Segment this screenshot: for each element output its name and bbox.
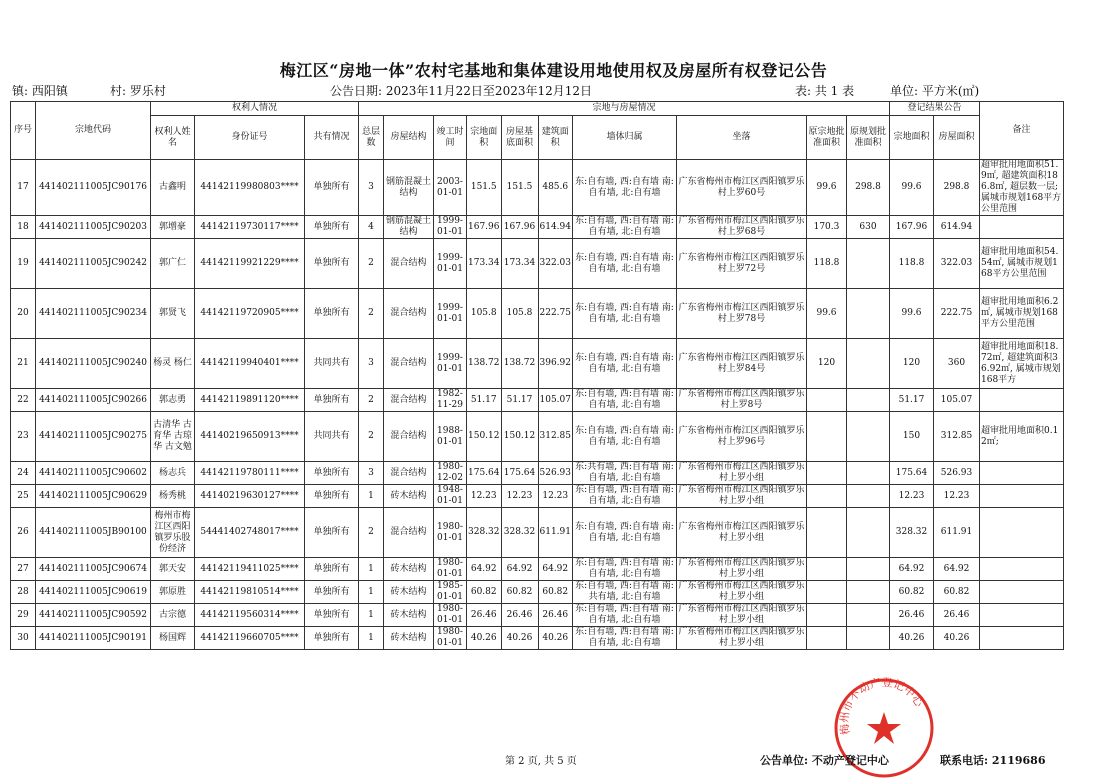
row-build-area: 12.23 — [538, 485, 573, 508]
row-land-area: 151.5 — [467, 160, 502, 216]
row-land-area: 12.23 — [467, 485, 502, 508]
row-orig-plan: 630 — [847, 216, 890, 239]
row-location: 广东省梅州市梅江区西阳镇罗乐村上罗小组 — [678, 485, 805, 506]
row-base-area: 138.72 — [501, 339, 538, 389]
row-code: 441402111005JC90203 — [36, 216, 151, 239]
table-row — [11, 216, 1064, 239]
row-reg-land: 40.26 — [890, 627, 934, 650]
row-note — [980, 216, 1064, 239]
row-reg-land: 167.96 — [890, 216, 934, 239]
row-land-area: 64.92 — [467, 558, 502, 581]
row-year: 1985-01-01 — [434, 581, 467, 604]
row-orig-plan: 298.8 — [847, 160, 890, 216]
row-orig-approved — [807, 627, 847, 650]
row-build-area: 396.92 — [538, 339, 573, 389]
row-note: 超审批用地面积6.2㎡, 属城市规划168平方公里范围 — [980, 289, 1064, 339]
row-reg-land: 60.82 — [890, 581, 934, 604]
notice-date: 公告日期: 2023年11月22日至2023年12月12日 — [330, 84, 593, 98]
table-row — [11, 462, 1064, 485]
header-reg-house: 房屋面积 — [934, 116, 980, 160]
table-row — [11, 508, 1064, 558]
row-id: 44142119780111**** — [195, 462, 305, 485]
row-floors: 1 — [359, 627, 384, 650]
row-seq: 21 — [11, 339, 36, 389]
row-id: 44140219630127**** — [195, 485, 305, 508]
row-structure: 砖木结构 — [384, 581, 434, 604]
row-name: 郭广仁 — [151, 239, 195, 289]
row-build-area: 485.6 — [538, 160, 573, 216]
row-year: 1999-01-01 — [434, 339, 467, 389]
row-land-area: 60.82 — [467, 581, 502, 604]
row-land-area: 26.46 — [467, 604, 502, 627]
row-orig-plan — [847, 412, 890, 462]
table-row — [11, 160, 1064, 216]
row-code: 441402111005JC90234 — [36, 289, 151, 339]
row-orig-approved — [807, 558, 847, 581]
row-orig-approved — [807, 462, 847, 485]
row-year: 2003-01-01 — [434, 160, 467, 216]
row-orig-plan — [847, 462, 890, 485]
row-land-area: 40.26 — [467, 627, 502, 650]
row-wall: 东:自有墙, 西:自有墙 南:自有墙, 北:自有墙 — [573, 389, 677, 412]
row-note — [980, 508, 1064, 558]
row-code: 441402111005JB90100 — [36, 508, 151, 558]
seal-text: 梅州市不动产登记中心 — [837, 676, 926, 736]
row-base-area: 150.12 — [501, 412, 538, 462]
row-floors: 2 — [359, 389, 384, 412]
row-name: 梅州市梅江区西阳镇罗乐股份经济 — [151, 508, 195, 558]
row-share: 共同共有 — [305, 412, 359, 462]
page-title: 梅江区“房地一体”农村宅基地和集体建设用地使用权及房屋所有权登记公告 — [279, 61, 828, 80]
row-reg-land: 118.8 — [890, 239, 934, 289]
registration-table — [10, 101, 1064, 650]
header-land-group: 宗地与房屋情况 — [359, 102, 890, 116]
row-seq: 17 — [11, 160, 36, 216]
table-row — [11, 604, 1064, 627]
row-share: 单独所有 — [305, 558, 359, 581]
row-land-area: 138.72 — [467, 339, 502, 389]
row-orig-approved — [807, 485, 847, 508]
row-wall: 东:自有墙, 西:自有墙 南:自有墙, 北:自有墙 — [573, 508, 677, 558]
row-name: 郭志勇 — [151, 389, 195, 412]
header-id: 身份证号 — [195, 116, 305, 160]
row-reg-land: 26.46 — [890, 604, 934, 627]
row-share: 单独所有 — [305, 485, 359, 508]
row-location: 广东省梅州市梅江区西阳镇罗乐村上罗68号 — [678, 216, 805, 237]
row-land-area: 150.12 — [467, 412, 502, 462]
row-share: 单独所有 — [305, 604, 359, 627]
row-reg-house: 60.82 — [934, 581, 980, 604]
row-reg-house: 298.8 — [934, 160, 980, 216]
row-base-area: 12.23 — [501, 485, 538, 508]
page-indicator: 第 2 页, 共 5 页 — [505, 756, 577, 767]
row-share: 单独所有 — [305, 389, 359, 412]
row-reg-house: 105.07 — [934, 389, 980, 412]
row-orig-approved: 120 — [807, 339, 847, 389]
row-share: 单独所有 — [305, 289, 359, 339]
row-seq: 19 — [11, 239, 36, 289]
row-floors: 1 — [359, 581, 384, 604]
row-seq: 20 — [11, 289, 36, 339]
row-structure: 混合结构 — [384, 389, 434, 412]
row-seq: 25 — [11, 485, 36, 508]
row-reg-house: 611.91 — [934, 508, 980, 558]
row-reg-land: 64.92 — [890, 558, 934, 581]
row-structure: 砖木结构 — [384, 627, 434, 650]
header-orig-plan: 原规划批准面积 — [847, 116, 890, 160]
row-year: 1988-01-01 — [434, 412, 467, 462]
row-seq: 28 — [11, 581, 36, 604]
row-share: 单独所有 — [305, 462, 359, 485]
header-note: 备注 — [980, 102, 1064, 160]
row-structure: 混合结构 — [384, 239, 434, 289]
unit-label: 单位: 平方米(㎡) — [890, 84, 980, 98]
header-orig-approved: 原宗地批准面积 — [807, 116, 847, 160]
row-share: 单独所有 — [305, 508, 359, 558]
row-reg-land: 175.64 — [890, 462, 934, 485]
row-land-area: 173.34 — [467, 239, 502, 289]
row-id: 44142119940401**** — [195, 339, 305, 389]
row-orig-plan — [847, 581, 890, 604]
row-reg-land: 12.23 — [890, 485, 934, 508]
row-location: 广东省梅州市梅江区西阳镇罗乐村上罗小组 — [678, 581, 805, 602]
row-orig-plan — [847, 604, 890, 627]
row-build-area: 40.26 — [538, 627, 573, 650]
row-build-area: 312.85 — [538, 412, 573, 462]
row-orig-approved — [807, 604, 847, 627]
row-year: 1980-01-01 — [434, 604, 467, 627]
row-location: 广东省梅州市梅江区西阳镇罗乐村上罗8号 — [678, 389, 805, 410]
row-code: 441402111005JC90275 — [36, 412, 151, 462]
row-share: 单独所有 — [305, 216, 359, 239]
row-reg-land: 99.6 — [890, 160, 934, 216]
row-share: 单独所有 — [305, 627, 359, 650]
row-note — [980, 627, 1064, 650]
row-year: 1999-01-01 — [434, 216, 467, 239]
row-base-area: 151.5 — [501, 160, 538, 216]
row-structure: 砖木结构 — [384, 485, 434, 508]
row-name: 郭增豪 — [151, 216, 195, 239]
row-reg-house: 322.03 — [934, 239, 980, 289]
row-share: 单独所有 — [305, 160, 359, 216]
row-year: 1980-12-02 — [434, 462, 467, 485]
row-seq: 18 — [11, 216, 36, 239]
row-orig-approved: 99.6 — [807, 289, 847, 339]
row-year: 1948-01-01 — [434, 485, 467, 508]
row-build-area: 105.07 — [538, 389, 573, 412]
row-wall: 东:自有墙, 西:自有墙 南:自有墙, 北:自有墙 — [573, 485, 677, 508]
row-seq: 29 — [11, 604, 36, 627]
row-code: 441402111005JC90629 — [36, 485, 151, 508]
publisher-label: 公告单位: 不动产登记中心 — [760, 754, 889, 767]
row-reg-house: 26.46 — [934, 604, 980, 627]
row-structure: 混合结构 — [384, 289, 434, 339]
row-name: 古宗德 — [151, 604, 195, 627]
row-orig-approved: 118.8 — [807, 239, 847, 289]
header-base-area: 房屋基底面积 — [501, 116, 538, 160]
header-reg-group: 登记结果公告 — [890, 102, 980, 116]
row-orig-approved — [807, 389, 847, 412]
row-floors: 2 — [359, 239, 384, 289]
row-id: 44142119560314**** — [195, 604, 305, 627]
table-row — [11, 558, 1064, 581]
row-floors: 2 — [359, 412, 384, 462]
row-reg-land: 328.32 — [890, 508, 934, 558]
row-code: 441402111005JC90674 — [36, 558, 151, 581]
row-wall: 东:自有墙, 西:自有墙 南:自有墙, 北:自有墙 — [573, 558, 677, 581]
table-row — [11, 239, 1064, 289]
row-build-area: 222.75 — [538, 289, 573, 339]
row-name: 杨志兵 — [151, 462, 195, 485]
row-orig-approved: 170.3 — [807, 216, 847, 239]
row-land-area: 328.32 — [467, 508, 502, 558]
row-reg-land: 120 — [890, 339, 934, 389]
row-base-area: 26.46 — [501, 604, 538, 627]
row-floors: 2 — [359, 508, 384, 558]
row-structure: 混合结构 — [384, 508, 434, 558]
row-id: 44142119660705**** — [195, 627, 305, 650]
header-location: 坐落 — [677, 116, 807, 160]
row-build-area: 526.93 — [538, 462, 573, 485]
row-build-area: 60.82 — [538, 581, 573, 604]
row-note: 超审批用地面积18.72㎡, 超建筑面积36.92㎡, 属城市规划168平方 — [980, 339, 1064, 389]
row-base-area: 167.96 — [501, 216, 538, 239]
row-year: 1982-11-29 — [434, 389, 467, 412]
table-row — [11, 581, 1064, 604]
header-structure: 房屋结构 — [384, 116, 434, 160]
row-share: 单独所有 — [305, 581, 359, 604]
row-base-area: 60.82 — [501, 581, 538, 604]
row-reg-land: 99.6 — [890, 289, 934, 339]
row-base-area: 51.17 — [501, 389, 538, 412]
row-seq: 26 — [11, 508, 36, 558]
row-note: 超审批用地面积54.54㎡, 属城市规划168平方公里范围 — [980, 239, 1064, 289]
table-row — [11, 412, 1064, 462]
table-row — [11, 289, 1064, 339]
row-land-area: 105.8 — [467, 289, 502, 339]
village-label: 村: 罗乐村 — [110, 84, 166, 98]
header-wall: 墙体归属 — [573, 116, 677, 160]
row-year: 1999-01-01 — [434, 239, 467, 289]
phone-label: 联系电话: 2119686 — [940, 754, 1046, 767]
row-note — [980, 485, 1064, 508]
row-year: 1999-01-01 — [434, 289, 467, 339]
row-note — [980, 462, 1064, 485]
row-wall: 东:自有墙, 西:自有墙 南:共有墙, 北:自有墙 — [573, 581, 677, 604]
row-base-area: 173.34 — [501, 239, 538, 289]
row-orig-approved — [807, 508, 847, 558]
row-orig-approved — [807, 412, 847, 462]
header-year: 竣工时间 — [434, 116, 467, 160]
row-name: 古清华 古育华 古琼华 古文勉 — [151, 412, 195, 462]
row-id: 44142119921229**** — [195, 239, 305, 289]
row-floors: 3 — [359, 462, 384, 485]
row-orig-plan — [847, 339, 890, 389]
row-location: 广东省梅州市梅江区西阳镇罗乐村上罗96号 — [677, 412, 807, 462]
row-code: 441402111005JC90266 — [36, 389, 151, 412]
row-orig-plan — [847, 558, 890, 581]
row-build-area: 64.92 — [538, 558, 573, 581]
row-floors: 1 — [359, 558, 384, 581]
row-year: 1980-01-01 — [434, 627, 467, 650]
header-reg-land: 宗地面积 — [890, 116, 934, 160]
row-reg-house: 40.26 — [934, 627, 980, 650]
table-row — [11, 485, 1064, 508]
row-location: 广东省梅州市梅江区西阳镇罗乐村上罗小组 — [678, 627, 805, 648]
row-wall: 东:共有墙, 西:自有墙 南:自有墙, 北:自有墙 — [573, 462, 677, 485]
row-id: 44142119730117**** — [195, 216, 305, 239]
header-build-area: 建筑面积 — [538, 116, 573, 160]
row-code: 441402111005JC90619 — [36, 581, 151, 604]
row-year: 1980-01-01 — [434, 508, 467, 558]
row-base-area: 175.64 — [501, 462, 538, 485]
row-wall: 东:自有墙, 西:自有墙 南:自有墙, 北:自有墙 — [573, 627, 677, 650]
row-location: 广东省梅州市梅江区西阳镇罗乐村上罗小组 — [678, 462, 805, 483]
header-land-area: 宗地面积 — [467, 116, 502, 160]
row-orig-approved — [807, 581, 847, 604]
row-reg-house: 614.94 — [934, 216, 980, 239]
row-id: 44142119980803**** — [195, 160, 305, 216]
row-land-area: 167.96 — [467, 216, 502, 239]
row-id: 44142119411025**** — [195, 558, 305, 581]
row-build-area: 322.03 — [538, 239, 573, 289]
row-orig-plan — [847, 508, 890, 558]
row-note — [980, 604, 1064, 627]
row-orig-plan — [847, 239, 890, 289]
row-build-area: 614.94 — [538, 216, 573, 239]
row-base-area: 328.32 — [501, 508, 538, 558]
row-share: 共同共有 — [305, 339, 359, 389]
row-location: 广东省梅州市梅江区西阳镇罗乐村上罗84号 — [677, 339, 807, 389]
row-floors: 1 — [359, 485, 384, 508]
row-reg-house: 12.23 — [934, 485, 980, 508]
row-land-area: 175.64 — [467, 462, 502, 485]
row-id: 44142119891120**** — [195, 389, 305, 412]
row-wall: 东:自有墙, 西:自有墙 南:自有墙, 北:自有墙 — [573, 339, 677, 389]
row-name: 郭贤飞 — [151, 289, 195, 339]
row-orig-plan — [847, 627, 890, 650]
header-seq: 序号 — [11, 102, 36, 160]
row-floors: 3 — [359, 160, 384, 216]
row-wall: 东:自有墙, 西:自有墙 南:自有墙, 北:自有墙 — [573, 412, 677, 462]
row-seq: 23 — [11, 412, 36, 462]
row-wall: 东:自有墙, 西:自有墙 南:自有墙, 北:自有墙 — [573, 289, 677, 339]
row-wall: 东:自有墙, 西:自有墙 南:自有墙, 北:自有墙 — [573, 604, 677, 627]
row-floors: 2 — [359, 289, 384, 339]
header-share: 共有情况 — [305, 116, 359, 160]
row-wall: 东:自有墙, 西:自有墙 南:自有墙, 北:自有墙 — [573, 160, 677, 216]
row-name: 杨国辉 — [151, 627, 195, 650]
row-share: 单独所有 — [305, 239, 359, 289]
header-code: 宗地代码 — [36, 102, 151, 160]
row-note: 超审批用地面积51.9㎡, 超建筑面积186.8㎡, 超层数一层; 属城市规划168平方公里范围 — [980, 160, 1064, 216]
row-reg-land: 150 — [890, 412, 934, 462]
row-orig-approved: 99.6 — [807, 160, 847, 216]
row-land-area: 51.17 — [467, 389, 502, 412]
row-name: 古鑫明 — [151, 160, 195, 216]
row-reg-house: 64.92 — [934, 558, 980, 581]
row-structure: 砖木结构 — [384, 604, 434, 627]
row-name: 郭原胜 — [151, 581, 195, 604]
row-reg-land: 51.17 — [890, 389, 934, 412]
row-note — [980, 581, 1064, 604]
row-floors: 3 — [359, 339, 384, 389]
row-structure: 钢筋混凝土结构 — [384, 160, 434, 216]
town-label: 镇: 西阳镇 — [12, 84, 68, 98]
row-location: 广东省梅州市梅江区西阳镇罗乐村上罗小组 — [677, 508, 807, 558]
row-code: 441402111005JC90602 — [36, 462, 151, 485]
row-location: 广东省梅州市梅江区西阳镇罗乐村上罗小组 — [678, 558, 805, 579]
row-location: 广东省梅州市梅江区西阳镇罗乐村上罗小组 — [678, 604, 805, 625]
row-name: 郭天安 — [151, 558, 195, 581]
row-structure: 砖木结构 — [384, 558, 434, 581]
row-name: 杨秀桃 — [151, 485, 195, 508]
row-id: 44142119720905**** — [195, 289, 305, 339]
row-reg-house: 312.85 — [934, 412, 980, 462]
row-seq: 27 — [11, 558, 36, 581]
table-row — [11, 389, 1064, 412]
row-id: 44142119810514**** — [195, 581, 305, 604]
row-note — [980, 389, 1064, 412]
row-seq: 30 — [11, 627, 36, 650]
row-build-area: 26.46 — [538, 604, 573, 627]
row-note — [980, 558, 1064, 581]
row-wall: 东:自有墙, 西:自有墙 南:自有墙, 北:自有墙 — [573, 216, 677, 239]
row-code: 441402111005JC90592 — [36, 604, 151, 627]
row-build-area: 611.91 — [538, 508, 573, 558]
row-seq: 24 — [11, 462, 36, 485]
row-name: 杨灵 杨仁 — [151, 339, 195, 389]
row-code: 441402111005JC90242 — [36, 239, 151, 289]
row-id: 54441402748017**** — [195, 508, 305, 558]
row-seq: 22 — [11, 389, 36, 412]
row-structure: 混合结构 — [384, 412, 434, 462]
row-wall: 东:自有墙, 西:自有墙 南:自有墙, 北:自有墙 — [573, 239, 677, 289]
row-code: 441402111005JC90176 — [36, 160, 151, 216]
row-structure: 混合结构 — [384, 339, 434, 389]
row-location: 广东省梅州市梅江区西阳镇罗乐村上罗60号 — [677, 160, 807, 216]
header-name: 权利人姓名 — [151, 116, 195, 160]
header-owner-group: 权利人情况 — [151, 102, 359, 116]
row-structure: 钢筋混凝土结构 — [384, 216, 434, 239]
table-row — [11, 339, 1064, 389]
row-reg-house: 526.93 — [934, 462, 980, 485]
row-location: 广东省梅州市梅江区西阳镇罗乐村上罗78号 — [677, 289, 807, 339]
row-floors: 4 — [359, 216, 384, 239]
row-id: 44140219650913**** — [195, 412, 305, 462]
seal-star-icon — [867, 712, 901, 744]
row-floors: 1 — [359, 604, 384, 627]
header-floors: 总层数 — [359, 116, 384, 160]
sheet-count: 表: 共 1 表 — [795, 84, 855, 98]
row-base-area: 40.26 — [501, 627, 538, 650]
row-code: 441402111005JC90191 — [36, 627, 151, 650]
row-orig-plan — [847, 389, 890, 412]
row-code: 441402111005JC90240 — [36, 339, 151, 389]
row-structure: 混合结构 — [384, 462, 434, 485]
table-row — [11, 627, 1064, 650]
row-reg-house: 222.75 — [934, 289, 980, 339]
row-orig-plan — [847, 289, 890, 339]
row-reg-house: 360 — [934, 339, 980, 389]
row-orig-plan — [847, 485, 890, 508]
row-year: 1980-01-01 — [434, 558, 467, 581]
row-base-area: 105.8 — [501, 289, 538, 339]
row-base-area: 64.92 — [501, 558, 538, 581]
row-note: 超审批用地面积0.12㎡; — [980, 412, 1064, 462]
row-location: 广东省梅州市梅江区西阳镇罗乐村上罗72号 — [677, 239, 807, 289]
